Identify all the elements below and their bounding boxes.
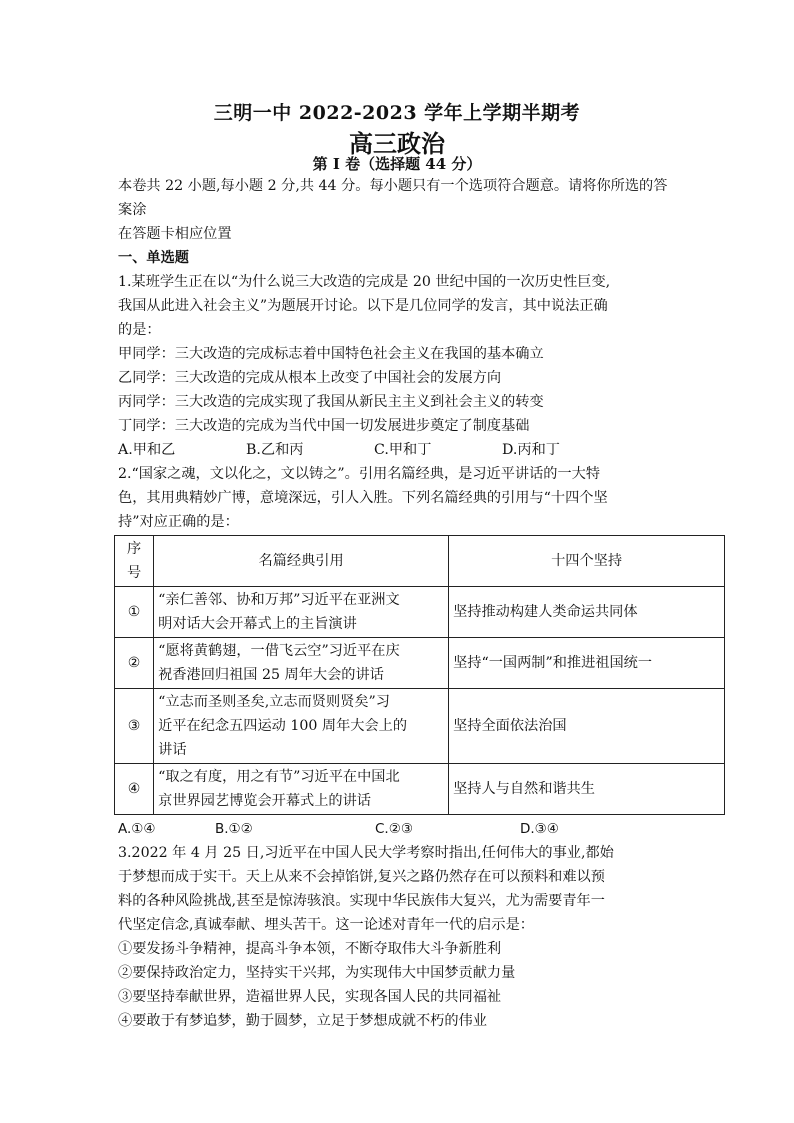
q2-option-a[interactable]: A.①④ — [118, 821, 156, 837]
q3-statement: ③要坚持奉献世界，造福世界人民，实现各国人民的共同福祉 — [118, 989, 502, 1005]
q1-option-c[interactable]: C.甲和丁 — [374, 442, 432, 458]
row-quote: “立志而圣则圣矣,立志而贤则贤矣”习 近平在纪念五四运动 100 周年大会上的 讲话 — [154, 689, 449, 764]
header-no: 序 号 — [115, 536, 154, 587]
row-no: ③ — [115, 689, 154, 764]
q1-statement: 甲同学：三大改造的完成标志着中国特色社会主义在我国的基本确立 — [118, 346, 544, 362]
row-no: ① — [115, 587, 154, 638]
row-principle: 坚持“一国两制”和推进祖国统一 — [449, 638, 725, 689]
question-2 — [118, 462, 678, 841]
question-3 — [118, 841, 678, 1033]
row-principle: 坚持人与自然和谐共生 — [449, 764, 725, 815]
q2-option-b[interactable]: B.①② — [215, 821, 253, 837]
q1-option-b[interactable]: B.乙和丙 — [246, 442, 304, 458]
subject-title: 高三政治 — [349, 129, 445, 158]
instructions-line: 本卷共 22 小题,每小题 2 分,共 44 分。每小题只有一个选项符合题意。请将你所选的答案涂 — [118, 178, 668, 218]
q2-table — [114, 535, 725, 815]
q1-stem: 我国从此进入社会主义”为题展开讨论。以下是几位同学的发言，其中说法正确 — [118, 298, 608, 314]
exam-title: 三明一中 2022-2023 学年上学期半期考 — [213, 102, 581, 124]
header-quote: 名篇经典引用 — [154, 536, 449, 587]
q1-options — [118, 438, 678, 462]
q1-stem: 的是： — [118, 322, 161, 338]
table-row — [115, 689, 725, 764]
row-no: ② — [115, 638, 154, 689]
q2-stem: 色，其用典精妙广博，意境深远，引人入胜。下列名篇经典的引用与“十四个坚 — [118, 490, 608, 506]
q3-stem: 于梦想而成于实干。天上从来不会掉馅饼,复兴之路仍然存在可以预料和难以预 — [118, 869, 605, 885]
q1-stem: 1.某班学生正在以“为什么说三大改造的完成是 20 世纪中国的一次历史性巨变, — [118, 274, 611, 290]
q2-options — [118, 817, 678, 841]
header-principle: 十四个坚持 — [449, 536, 725, 587]
part-heading: 一、单选题 — [118, 250, 189, 266]
q3-stem: 3.2022 年 4 月 25 日,习近平在中国人民大学考察时指出,任何伟大的事业,都始 — [118, 845, 614, 861]
table-row — [115, 587, 725, 638]
q2-option-d[interactable]: D.③④ — [520, 821, 559, 837]
q3-statement: ②要保持政治定力，坚持实干兴邦，为实现伟大中国梦贡献力量 — [118, 965, 516, 981]
q1-option-a[interactable]: A.甲和乙 — [118, 442, 176, 458]
q2-option-c[interactable]: C.②③ — [375, 821, 413, 837]
q3-statement: ①要发扬斗争精神，提高斗争本领，不断夺取伟大斗争新胜利 — [118, 941, 502, 957]
row-principle: 坚持推动构建人类命运共同体 — [449, 587, 725, 638]
table-row — [115, 764, 725, 815]
exam-body — [118, 174, 678, 1033]
section-title: 第 I 卷（选择题 44 分） — [312, 155, 482, 173]
instructions-line: 在答题卡相应位置 — [118, 226, 232, 242]
row-no: ④ — [115, 764, 154, 815]
row-quote: “亲仁善邻、协和万邦”习近平在亚洲文 明对话大会开幕式上的主旨演讲 — [154, 587, 449, 638]
q1-statement: 丙同学：三大改造的完成实现了我国从新民主主义到社会主义的转变 — [118, 394, 544, 410]
table-row — [115, 638, 725, 689]
row-quote: “取之有度，用之有节”习近平在中国北 京世界园艺博览会开幕式上的讲话 — [154, 764, 449, 815]
row-principle: 坚持全面依法治国 — [449, 689, 725, 764]
q3-stem: 代坚定信念,真诚奉献、埋头苦干。这一论述对青年一代的启示是： — [118, 917, 534, 933]
question-1 — [118, 270, 678, 462]
q1-statement: 乙同学：三大改造的完成从根本上改变了中国社会的发展方向 — [118, 370, 502, 386]
q2-stem: 2.“国家之魂，文以化之，文以铸之”。引用名篇经典，是习近平讲话的一大特 — [118, 466, 601, 482]
table-header-row — [115, 536, 725, 587]
row-quote: “愿将黄鹤翅，一借飞云空”习近平在庆 祝香港回归祖国 25 周年大会的讲话 — [154, 638, 449, 689]
q1-option-d[interactable]: D.丙和丁 — [502, 442, 560, 458]
q3-stem: 料的各种风险挑战,甚至是惊涛骇浪。实现中华民族伟大复兴，尤为需要青年一 — [118, 893, 605, 909]
q1-statement: 丁同学：三大改造的完成为当代中国一切发展进步奠定了制度基础 — [118, 418, 530, 434]
q3-statement: ④要敢于有梦追梦，勤于圆梦，立足于梦想成就不朽的伟业 — [118, 1013, 487, 1029]
q2-stem: 持”对应正确的是： — [118, 514, 239, 530]
